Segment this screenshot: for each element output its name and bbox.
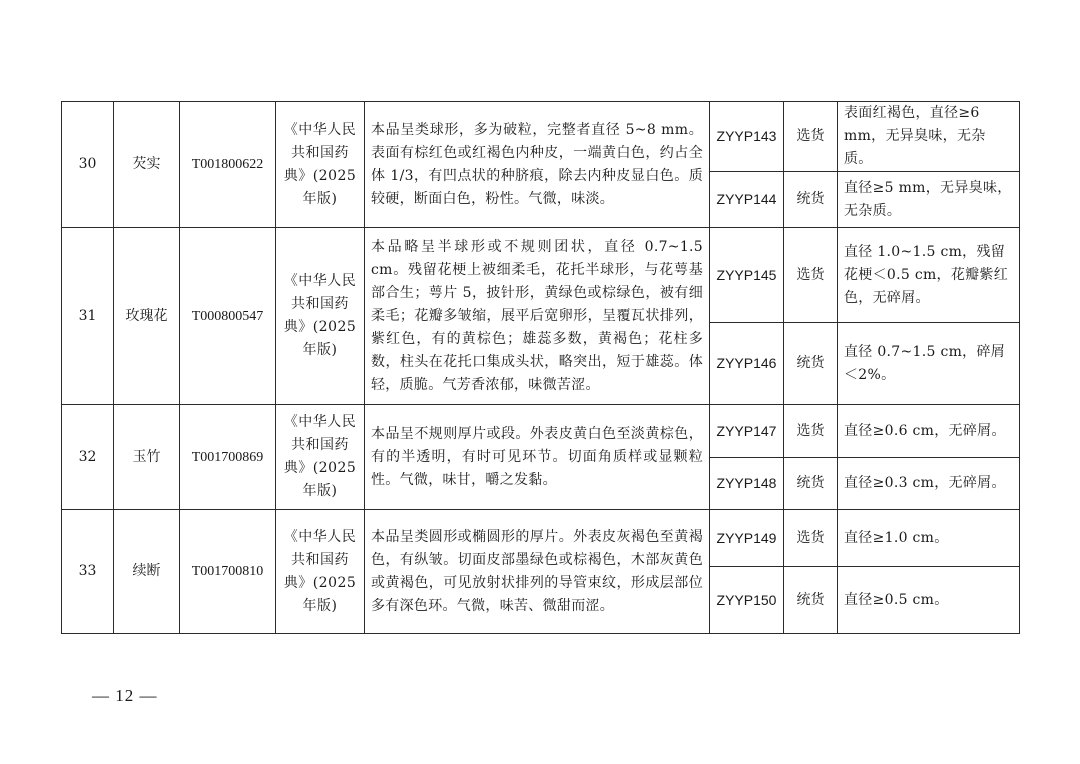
row-number: 32: [62, 405, 114, 510]
spec-criteria: 直径≥0.3 cm，无碎屑。: [838, 458, 1020, 510]
spec-criteria: 直径 1.0~1.5 cm，残留花梗＜0.5 cm，花瓣紫红色，无碎屑。: [838, 228, 1020, 323]
spec-id: ZYYP143: [710, 102, 784, 172]
row-number: 31: [62, 228, 114, 405]
spec-id: ZYYP148: [710, 458, 784, 510]
standard-reference: 《中华人民共和国药典》(2025 年版): [276, 228, 365, 405]
spec-id: ZYYP147: [710, 405, 784, 458]
spec-grade: 选货: [784, 405, 838, 458]
herb-code: T001700810: [180, 510, 276, 634]
herb-name: 芡实: [114, 102, 180, 228]
spec-id: ZYYP150: [710, 567, 784, 634]
herb-code: T001800622: [180, 102, 276, 228]
herb-description: 本品呈类球形，多为破粒，完整者直径 5~8 mm。表面有棕红色或红褐色内种皮，一端黄白色，约占全体 1/3，有凹点状的种脐痕，除去内种皮显白色。质较硬，断面白色，粉性。气微，味淡。: [365, 102, 710, 228]
spec-id: ZYYP149: [710, 510, 784, 567]
spec-criteria: 直径≥0.6 cm，无碎屑。: [838, 405, 1020, 458]
spec-grade: 选货: [784, 510, 838, 567]
spec-criteria: 直径≥0.5 cm。: [838, 567, 1020, 634]
herb-name: 玫瑰花: [114, 228, 180, 405]
spec-criteria: 直径 0.7~1.5 cm，碎屑＜2%。: [838, 323, 1020, 405]
herb-code: T000800547: [180, 228, 276, 405]
standard-reference: 《中华人民共和国药典》(2025 年版): [276, 510, 365, 634]
herb-name: 玉竹: [114, 405, 180, 510]
spec-criteria: 直径≥1.0 cm。: [838, 510, 1020, 567]
spec-grade: 统货: [784, 323, 838, 405]
table-row: [62, 228, 1020, 323]
page-number: — 12 —: [92, 686, 158, 705]
herb-description: 本品呈类圆形或椭圆形的厚片。外表皮灰褐色至黄褐色，有纵皱。切面皮部墨绿色或棕褐色，木部灰黄色或黄褐色，可见放射状排列的导管束纹，形成层部位多有深色环。气微，味苦、微甜而涩。: [365, 510, 710, 634]
spec-criteria: 表面红褐色，直径≥6 mm，无异臭味，无杂质。: [838, 102, 1020, 172]
herb-name: 续断: [114, 510, 180, 634]
standard-reference: 《中华人民共和国药典》(2025 年版): [276, 405, 365, 510]
standard-reference: 《中华人民共和国药典》(2025 年版): [276, 102, 365, 228]
herb-code: T001700869: [180, 405, 276, 510]
spec-id: ZYYP146: [710, 323, 784, 405]
spec-criteria: 直径≥5 mm，无异臭味，无杂质。: [838, 172, 1020, 228]
spec-id: ZYYP145: [710, 228, 784, 323]
table-row: [62, 405, 1020, 458]
spec-grade: 选货: [784, 228, 838, 323]
spec-id: ZYYP144: [710, 172, 784, 228]
spec-grade: 统货: [784, 567, 838, 634]
spec-grade: 统货: [784, 458, 838, 510]
spec-table: [61, 101, 1020, 634]
row-number: 33: [62, 510, 114, 634]
herb-description: 本品略呈半球形或不规则团状，直径 0.7~1.5 cm。残留花梗上被细柔毛，花托半球形，与花萼基部合生；萼片 5，披针形，黄绿色或棕绿色，被有细柔毛；花瓣多皱缩，展平后宽卵形，呈覆瓦状排列，紫红色，有的黄棕色；雄蕊多数，黄褐色；花柱多数，柱头在花托口集成头状，略突出，短于雄蕊。体轻，质脆。气芳香浓郁，味微苦涩。: [365, 228, 710, 405]
spec-grade: 统货: [784, 172, 838, 228]
herb-description: 本品呈不规则厚片或段。外表皮黄白色至淡黄棕色，有的半透明，有时可见环节。切面角质样或显颗粒性。气微，味甘，嚼之发黏。: [365, 405, 710, 510]
row-number: 30: [62, 102, 114, 228]
table-row: [62, 510, 1020, 567]
table-row: [62, 102, 1020, 172]
spec-grade: 选货: [784, 102, 838, 172]
